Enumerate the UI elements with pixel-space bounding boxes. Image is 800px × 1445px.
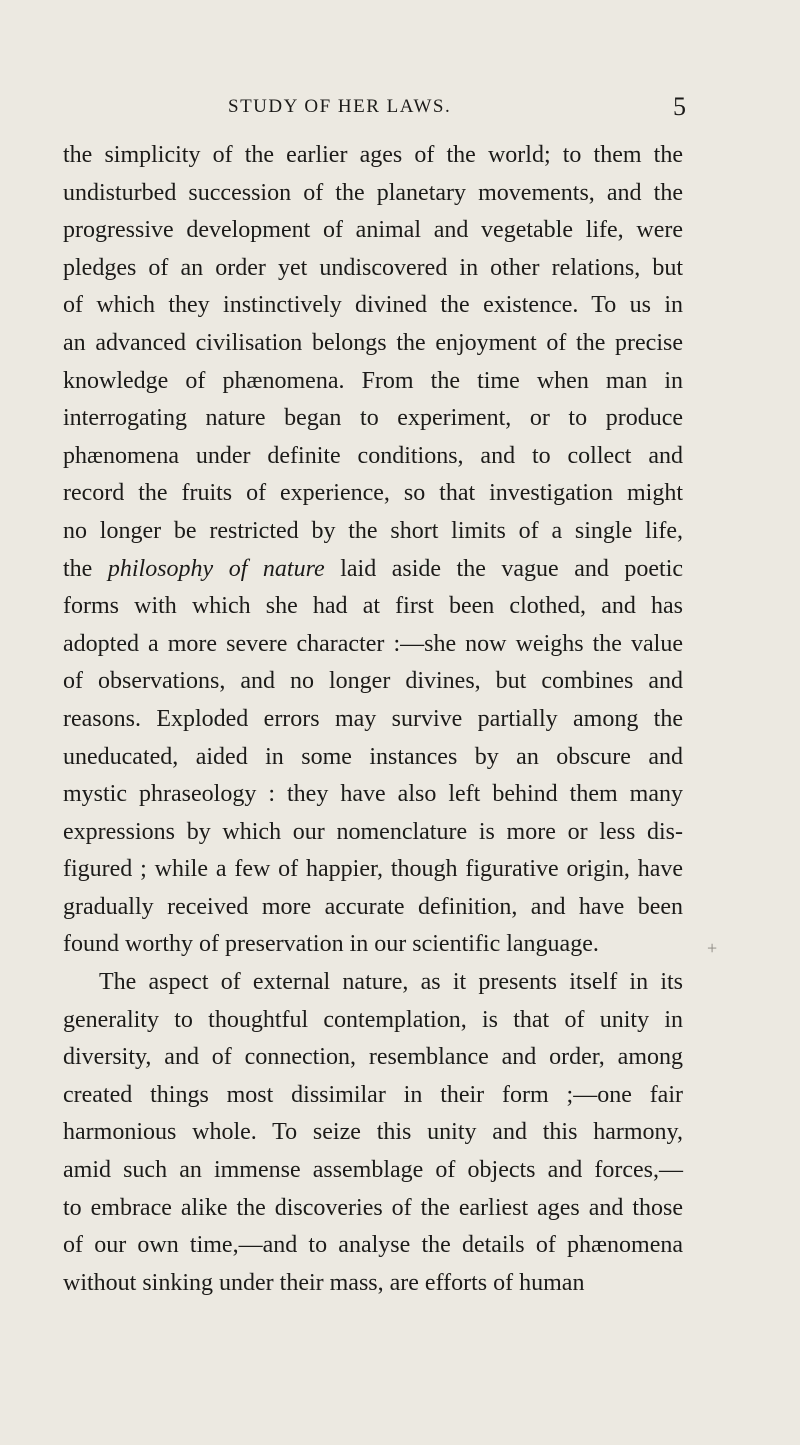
text-line: the simplicity of the earlier ages of the world; to them the — [63, 142, 683, 168]
text-line: gradually received more accurate definition, and have been — [63, 893, 683, 920]
text-line: diversity, and of connection, resemblance and order, among — [63, 1044, 683, 1071]
text-line: expressions by which our nomenclature is more or less dis- — [63, 818, 683, 845]
text-segment: laid aside the vague and poetic — [340, 555, 684, 582]
text-line: found worthy of preservation in our scientific language. — [63, 931, 599, 958]
text-line: of our own time,—and to analyse the details of phænomena — [63, 1232, 683, 1259]
text-segment: the — [63, 555, 93, 582]
text-line: mystic phraseology : they have also left behind them many — [63, 781, 683, 808]
text-line: uneducated, aided in some instances by an obscure and — [63, 743, 683, 770]
text-line: figured ; while a few of happier, though figurative origin, have — [63, 856, 683, 883]
running-title: STUDY OF HER LAWS. — [228, 96, 452, 117]
text-line: of which they instinctively divined the existence. To us in — [63, 292, 683, 319]
page-header — [0, 92, 800, 126]
text-line: an advanced civilisation belongs the enjoyment of the precise — [63, 329, 683, 356]
text-line: of observations, and no longer divines, but combines and — [63, 668, 683, 695]
page-number: 5 — [673, 92, 686, 121]
text-line: to embrace alike the discoveries of the earliest ages and those — [63, 1194, 683, 1221]
text-line: forms with which she had at first been clothed, and has — [63, 593, 683, 620]
text-line: created things most dissimilar in their form ;—one fair — [63, 1081, 683, 1108]
text-line: generality to thoughtful contemplation, is that of unity in — [63, 1006, 683, 1033]
text-line: undisturbed succession of the planetary movements, and the — [63, 179, 683, 206]
text-line: record the fruits of experience, so that investigation might — [63, 480, 683, 507]
body-text — [63, 137, 683, 1302]
text-line: without sinking under their mass, are efforts of human — [63, 1269, 585, 1296]
margin-mark: + — [707, 938, 718, 958]
text-line: pledges of an order yet undiscovered in other relations, but — [63, 254, 683, 281]
italic-phrase: philosophy of nature — [107, 555, 325, 582]
text-line: no longer be restricted by the short limits of a single life, — [63, 517, 683, 544]
text-line: adopted a more severe character :—she now weighs the value — [63, 630, 683, 657]
text-line: reasons. Exploded errors may survive partially among the — [63, 705, 683, 732]
text-line: phænomena under definite conditions, and to collect and — [63, 442, 683, 469]
text-line: amid such an immense assemblage of objects and forces,— — [63, 1157, 683, 1184]
text-line — [63, 551, 683, 589]
text-line: knowledge of phænomena. From the time when man in — [63, 367, 683, 394]
text-line: The aspect of external nature, as it presents itself in its — [99, 969, 683, 996]
text-line: interrogating nature began to experiment, or to produce — [63, 405, 683, 432]
text-line: progressive development of animal and vegetable life, were — [63, 217, 683, 244]
text-line: harmonious whole. To seize this unity and this harmony, — [63, 1119, 683, 1146]
